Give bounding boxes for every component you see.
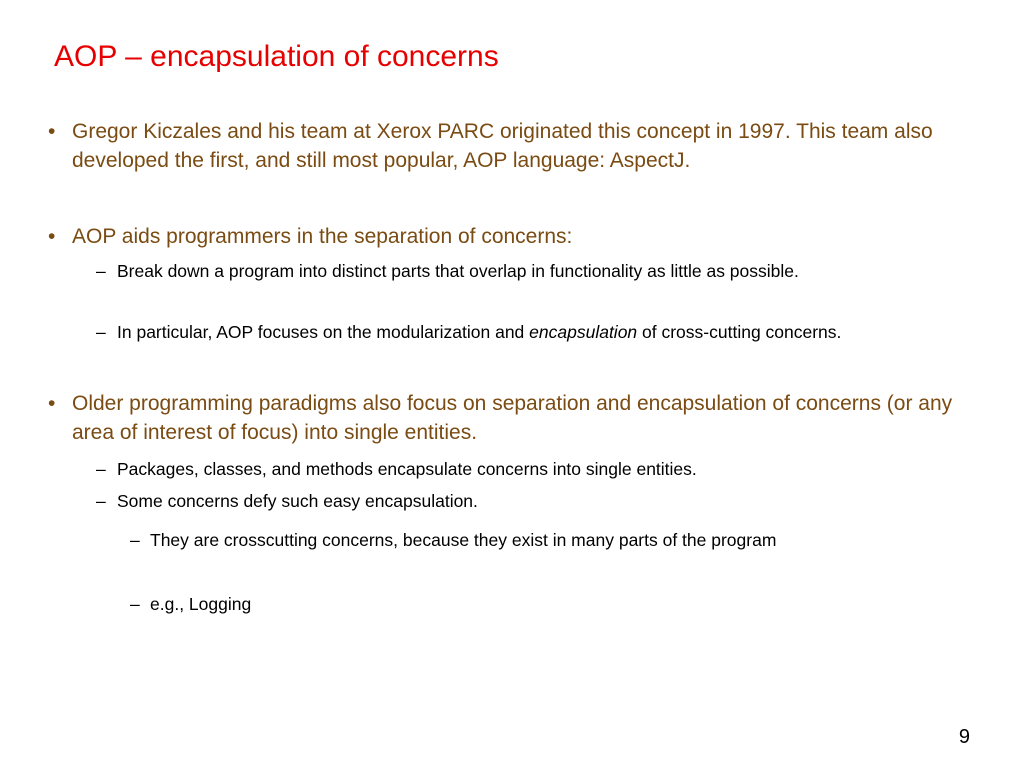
sub-sub-bullet-item <box>130 527 950 553</box>
sub-bullet-item <box>96 319 976 345</box>
slide-title: AOP – encapsulation of concerns <box>54 40 499 73</box>
sub-bullet-text: Break down a program into distinct parts that overlap in functionality as little as possible. <box>117 261 799 281</box>
text-run: of cross-cutting concerns. <box>637 322 842 342</box>
bullet-marker: • <box>48 120 56 143</box>
text-run: In particular, AOP focuses on the modularization and <box>117 322 530 342</box>
bullet-text: AOP aids programmers in the separation of concerns: <box>72 225 573 248</box>
sub-bullet-item <box>96 258 976 284</box>
sub-bullet-text <box>117 319 976 345</box>
sub-bullet-marker: – <box>96 261 106 281</box>
sub-sub-bullet-item <box>130 591 950 617</box>
sub-sub-bullet-marker: – <box>130 530 140 550</box>
sub-sub-bullet-marker: – <box>130 594 140 614</box>
bullet-marker: • <box>48 392 56 415</box>
sub-bullet-marker: – <box>96 459 106 479</box>
sub-bullet-marker: – <box>96 322 106 342</box>
bullet-marker: • <box>48 225 56 248</box>
emphasis-text: encapsulation <box>529 322 638 342</box>
sub-sub-bullet-text: e.g., Logging <box>150 594 252 614</box>
bullet-item <box>48 222 968 251</box>
sub-bullet-text: Some concerns defy such easy encapsulation. <box>117 491 478 511</box>
sub-bullet-item <box>96 456 976 482</box>
bullet-text: Gregor Kiczales and his team at Xerox PARC originated this concept in 1997. This team also developed the first, and still most popular, AOP language: AspectJ. <box>72 120 933 172</box>
bullet-text: Older programming paradigms also focus on separation and encapsulation of concerns (or any area of interest of focus) into single entities. <box>72 392 953 444</box>
sub-bullet-item <box>96 488 976 514</box>
sub-sub-bullet-text: They are crosscutting concerns, because they exist in many parts of the program <box>150 530 777 550</box>
page-number: 9 <box>958 726 970 748</box>
sub-bullet-marker: – <box>96 491 106 511</box>
bullet-item <box>48 117 968 175</box>
sub-bullet-text: Packages, classes, and methods encapsulate concerns into single entities. <box>117 459 697 479</box>
bullet-item <box>48 389 968 447</box>
